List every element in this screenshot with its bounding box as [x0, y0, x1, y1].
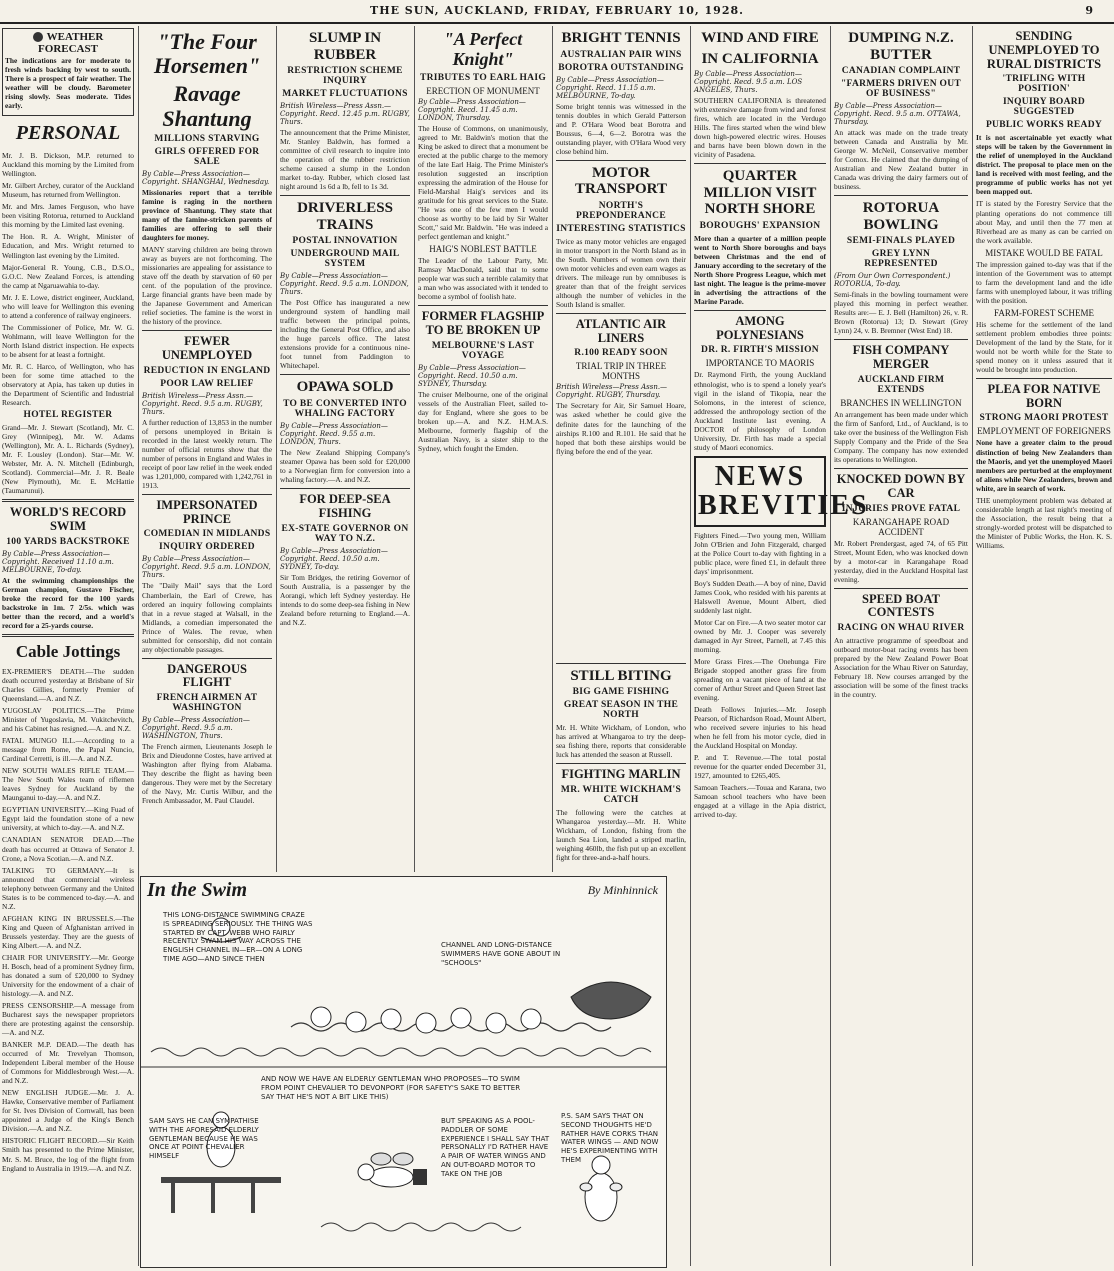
biting-text: Mr. H. White Wickham, of London, who has arrived at Whangaroa to try the deep-sea fishing there, reports that considerable luck has attended the season at Russell. — [556, 723, 686, 760]
page-number: 9 — [1085, 4, 1094, 17]
column-1 — [2, 26, 134, 1266]
cartoon-caption-3: AND NOW WE HAVE AN ELDERLY GENTLEMAN WHO PROPOSES—TO SWIM FROM POINT CHEVALIER TO DEVONPORT (FOR SAFETY'S SAKE TO BETTER SAY THAT HE'S NOT A BIT LIKE THIS) — [261, 1075, 521, 1101]
personal-item: The Hon. R. A. Wright, Minister of Education, and Mrs. Wright returned to Wellington last evening by the Limited. — [2, 232, 134, 260]
shantung-text: MANY starving children are being thrown away as buyers are not forthcoming. The missionaries are appealing for assistance to stave off the death by starvation of 60 per cent. of the population of the province. Large financial grants have been made by the Japanese Government and American relief societies. The famine is the worst in the history of the province. — [142, 244, 272, 327]
cartoon-caption-6: P.S. SAM SAYS THAT ON SECOND THOUGHTS HE'D RATHER HAVE CORKS THAN WATER WINGS — AND NOW HE'S EXPERIMENTING WITH THEM — [561, 1112, 659, 1164]
jottings-title: Cable Jottings — [15, 641, 121, 661]
cartoon-title: In the Swim — [147, 879, 248, 901]
personal-item: Mr. J. E. Lowe, district engineer, Auckland, who will leave for Wellington this evening to attend a conference of railway engineers. — [2, 292, 134, 320]
unemployed-rural-subhead: 'TRIFLING WITH POSITION' — [1002, 74, 1086, 95]
jotting-item: FATAL MUNGO ILL.—According to a message from Rome, the Papal Nuncio, Cardinal Cerretti, is ill.—A. and N.Z. — [2, 736, 134, 764]
divider — [142, 658, 272, 659]
tennis-subhead: AUSTRALIAN PAIR WINS — [560, 49, 682, 60]
sun-icon — [33, 32, 43, 42]
opawa-headline: OPAWA SOLD — [296, 379, 394, 396]
native-born-subhead-2: EMPLOYMENT OF FOREIGNERS — [977, 426, 1111, 437]
unemployed-rural-text: IT is stated by the Forestry Service that the planting operations do not commence till about May, and until then the 77 men at Riverhead are as many as can be carried on the work available. — [976, 199, 1112, 245]
polynesians-text: Dr. Raymond Firth, the young Auckland ethnologist, who is to spend a lonely year's vigil in the island of Tikopia, near the Solomons, in the interest of science, addressed the anthropology section of the Auckland Institute last evening. A DOCTOR of philosophy of London University, Dr. Firth has made a special study of Maori economics. — [694, 370, 826, 452]
divider — [834, 468, 968, 469]
divider — [2, 634, 134, 637]
unemployed-rural-text-2: The impression gained to-day was that if the intention of the Government was to attempt to farm the development land and the idle farms with unemployed labour, it was trifling with the position. — [976, 259, 1112, 305]
biting-headline: STILL BITING — [570, 667, 672, 684]
personal-item: The Commissioner of Police, Mr. W. G. Wohlmann, will leave Wellington for the North Island district inspection. He expects to be absent for at least a fortnight. — [2, 322, 134, 359]
deep-sea-subhead: EX-STATE GOVERNOR ON WAY TO N.Z. — [281, 523, 409, 544]
native-born-lead: None have a greater claim to the proud distinction of being New Zealanders than the Maoris, and yet the unemployed Maori members are perturbed at the employment of aliens while New Zealanders, brown and white, are in search of work. — [976, 438, 1112, 493]
shantung-subhead: MILLIONS STARVING — [154, 133, 260, 144]
haig-text: The House of Commons, on unanimously, agreed to Mr. Baldwin's motion that the King be asked to direct that a monument be erected at the public charge to the memory of the late Earl Haig. The Prime Minister's resolution suggested an inscription expressing the admiration of the House for Field-Marshal Haig's services and its gratitude for his great services to the State. "He was one of the few men I would choose as worthy to be laid by Sir Walter Scott," said Mr. Baldwin. "He was indeed a perfect gentleman and knight." — [418, 123, 548, 241]
marlin-subhead: MR. WHITE WICKHAM'S CATCH — [560, 785, 682, 805]
haig-dateline: By Cable—Press Association—Copyright. Recd. 11.45 a.m. LONDON, Thursday. — [418, 97, 526, 122]
haig-subhead: TRIBUTES TO EARL HAIG — [419, 72, 547, 83]
trains-subhead-2: UNDERGROUND MAIL SYSTEM — [290, 249, 400, 270]
divider — [418, 305, 548, 306]
hotel-text: Grand—Mr. J. Stewart (Scotland), Mr. C. Grey (Winnipeg), Mr. W. Adams (Wellington), Mr. A. L. Richards (Sydney), Mr. F. Lousley (London). Star—Mr. W. Webster, Mr. A. N. Mitchell (Edinburgh, Scotland). Commercial—Mr. J. R. Beale (New Plymouth), Mr. E. McHattie (Taumarunui). — [2, 423, 134, 496]
unemployed-subhead-2: POOR LAW RELIEF — [160, 378, 254, 389]
prince-subhead: COMEDIAN IN MIDLANDS — [143, 529, 271, 540]
motor-subhead-2: INTERESTING STATISTICS — [556, 223, 686, 234]
jotting-item: YUGOSLAV POLITICS.—The Prime Minister of Yugoslavia, M. Vukitchevitch, and his Cabinet has resigned.—A. and N.Z. — [2, 706, 134, 734]
brevity-item: Boy's Sudden Death.—A boy of nine, David James Cook, who resided with his parents at Halswell Avenue, Mount Albert, died suddenly last night. — [694, 578, 826, 615]
personal-list — [2, 151, 134, 407]
column-3 — [280, 26, 410, 872]
swim-text: At the swimming championships the German champion, Gustave Fischer, broke the record for the 100 yards backstroke in 1m. 7 2/5s. which was better than the record, and a world's record for a 25-yards course. — [2, 575, 134, 630]
air-subhead: R.100 READY SOON — [574, 348, 668, 359]
butter-text: An attack was made on the trade treaty between Canada and Australia by Mr. George W. McNeil, Conservative member for Comox. He claimed that the dumping of Australian and New Zealand butter in Canada was driving the dairy farmers out of business. — [834, 128, 968, 192]
haig-headline: "A Perfect Knight" — [443, 29, 523, 69]
divider — [142, 494, 272, 495]
opawa-dateline: By Cable—Press Association—Copyright. Recd. 9.55 a.m. LONDON, Thurs. — [280, 421, 388, 446]
flight-subhead: FRENCH AIRMEN AT WASHINGTON — [156, 693, 258, 714]
rubber-subhead: RESTRICTION SCHEME INQUIRY — [287, 66, 403, 86]
trains-text: The Post Office has inaugurated a new underground system of handling mail traffic between the principal points, including the General Post Office, and also the huge parcels office. The latest extensions provide for a continuous nine-foot tunnel from Paddington to Whitechapel. — [280, 298, 410, 371]
bowling-subhead-2: GREY LYNN REPRESENTED — [864, 249, 938, 270]
unemployed-rural-headline: SENDING UNEMPLOYED TO RURAL DISTRICTS — [986, 29, 1102, 71]
bowling-headline: ROTORUA BOWLING — [862, 200, 940, 233]
unemployed-text: A further reduction of 13,853 in the number of persons unemployed in Britain is recorded in the latest weekly return. The number of official returns show that the number of persons in England and Wales in receipt of poor law relief in the week ended was 1,201,000, compared with 1,242,761 in 1913. — [142, 417, 272, 490]
flagship-subhead: MELBOURNE'S LAST VOYAGE — [431, 340, 535, 361]
divider — [834, 195, 968, 196]
polynesians-subhead: DR. R. FIRTH'S MISSION — [701, 345, 819, 356]
column-rule — [552, 26, 553, 872]
motor-text: Twice as many motor vehicles are engaged in motor transport in the North Island as in the South. Numbers of women own their own motor vehicles and even earn wages as drivers. The mileage run by omnibuses is greater than that of the freight services although the number of vehicles in the South Island is smaller. — [556, 236, 686, 309]
column-rule — [276, 26, 277, 872]
brevity-item: Fighters Fined.—Two young men, William John O'Brien and John Fitzgerald, charged at the Police Court to-day with fighting in a public place, were fined £1, in default three days' imprisonment. — [694, 530, 826, 576]
brevity-item: Samoan Teachers.—Touaa and Karana, two Samoan school teachers who have been engaged at a village in the Apia district, arrived to-day. — [694, 783, 826, 820]
jotting-item: HISTORIC FLIGHT RECORD.—Sir Keith Smith has presented to the Prime Minister, Mr. S. M. Bruce, the log of the flight from England to Australia in 1919.—A. and N.Z. — [2, 1136, 134, 1173]
butter-subhead-2: "FARMERS DRIVEN OUT OF BUSINESS" — [840, 79, 962, 99]
butter-dateline: By Cable—Press Association—Copyright. Recd. 9.5 a.m. OTTAWA, Thursday. — [834, 102, 961, 126]
marlin-text: The following were the catches at Whangaroa yesterday.—Mr. H. White Wickham, of London, fishing from the launch Sea Lion, landed a striped marlin, weighing 460lb, the fish put up an excellent fight for three-and-a-half hours. — [556, 808, 686, 863]
personal-item: Major-General R. Young, C.B., D.S.O., G.O.C. New Zealand Forces, is attending the camp at Ngaruawahia to-day. — [2, 262, 134, 290]
personal-item: Mr. J. B. Dickson, M.P. returned to Auckland this morning by the Limited from Wellington. — [2, 151, 134, 179]
prince-dateline: By Cable—Press Association—Copyright. Recd. 9.5 a.m. LONDON, Thurs. — [142, 555, 271, 580]
butter-subhead: CANADIAN COMPLAINT — [841, 66, 961, 76]
column-rule — [414, 26, 415, 872]
native-born-subhead: STRONG MAORI PROTEST — [979, 413, 1109, 424]
motor-headline: MOTOR TRANSPORT — [575, 164, 667, 198]
rubber-headline: SLUMP IN RUBBER — [308, 30, 382, 63]
tennis-subhead-2: BOROTRA OUTSTANDING — [558, 62, 684, 73]
prince-subhead-2: INQUIRY ORDERED — [159, 542, 255, 553]
brevity-item: P. and T. Revenue.—The total postal revenue for the quarter ended December 31, 1927, amounted to £265,405. — [694, 753, 826, 781]
car-text: Mr. Robert Prendergast, aged 74, of 65 Pitt Street, Mount Eden, who was knocked down by a motor-car in Karangahape Road yesterday, died in the Auckland Hospital last evening. — [834, 538, 968, 584]
jottings-list — [2, 667, 134, 1173]
tennis-dateline: By Cable—Press Association—Copyright. Recd. 11.15 a.m. MELBOURNE, To-day. — [556, 75, 664, 100]
jotting-item: NEW SOUTH WALES RIFLE TEAM.—The New South Wales team of riflemen leaves Sydney for Auckland by the Maunganui to-day.—A. and N.Z. — [2, 766, 134, 803]
shantung-headline: "The Four Horsemen" — [153, 29, 261, 79]
tennis-headline: BRIGHT TENNIS — [561, 30, 681, 46]
brevities-list — [694, 531, 826, 820]
wind-headline-2: IN CALIFORNIA — [701, 50, 819, 67]
marlin-headline: FIGHTING MARLIN — [561, 767, 681, 782]
unemployed-subhead: REDUCTION IN ENGLAND — [143, 365, 271, 376]
divider — [694, 163, 826, 164]
divider — [2, 499, 134, 502]
news-brevities-title: NEWS BREVITIES — [694, 456, 826, 527]
column-rule — [690, 26, 691, 1266]
jotting-item: EX-PREMIER'S DEATH.—The sudden death occurred yesterday at Brisbane of Sir Charles Gillies, formerly Premier of Queensland.—A. and N.Z. — [2, 666, 134, 704]
column-8 — [976, 26, 1112, 1266]
cartoon-byline: By Minhinnick — [587, 883, 658, 897]
wind-headline: WIND AND FIRE — [701, 30, 819, 46]
hotel-title: HOTEL REGISTER — [23, 410, 113, 420]
trains-headline: DRIVERLESS TRAINS — [297, 200, 393, 233]
farm-forest-subhead: FARM-FOREST SCHEME — [994, 307, 1094, 318]
jotting-item: PRESS CENSORSHIP.—A message from Bucharest says the newspaper proprietors there are protesting against the censorship.—A. and N.Z. — [2, 1001, 134, 1038]
divider — [280, 374, 410, 375]
masthead — [0, 0, 1114, 24]
divider — [834, 588, 968, 589]
divider — [834, 339, 968, 340]
personal-item: Mr. Gilbert Archey, curator of the Auckland Museum, has returned from Wellington. — [2, 181, 134, 200]
trains-subhead: POSTAL INNOVATION — [292, 236, 398, 247]
fish-company-text: An arrangement has been made under which the firm of Sanford, Ltd., of Auckland, is to take over the business of the Wellington Fish Supply Company and the Pride of the Sea Company. The company has now extended its operations to Wellington. — [834, 409, 968, 465]
wind-text: SOUTHERN CALIFORNIA is threatened with extensive damage from wind and forest fires, which are located in the Verdugo Hills. The fires started when the wind blew down high-powered electric wires. Houses and barns have been blown down in the vicinity of Pasadena. — [694, 96, 826, 160]
tennis-text: Some bright tennis was witnessed in the tennis doubles in which Gerald Patterson and P. O'Hara Wood beat Borotra and Boussus, 6—4, 6—2. Borotra was the outstanding player, with O'Hara Wood very close behind him. — [556, 101, 686, 156]
shantung-lead: Missionaries report that a terrible famine is raging in the northern province of Shantung. They state that many of the famine-stricken parents of families are offering to sell their daughters for money. — [142, 187, 272, 242]
divider — [280, 195, 410, 196]
column-rule — [972, 26, 973, 1266]
bowling-subhead: SEMI-FINALS PLAYED — [846, 236, 956, 247]
jotting-item: CHAIR FOR UNIVERSITY.—Mr. George H. Bosch, head of a prominent Sydney firm, has donated a sum of £20,000 to Sydney University for the endowment of a chair of histology.—A. and N.Z. — [2, 952, 134, 998]
prince-text: The "Daily Mail" says that the Lord Chamberlain, the Earl of Crewe, has ordered an inquiry following complaints that in a revue staged at Walsall, in the Midlands, a comedian impersonated the Prince of Wales. The revue, when submitted for censorship, did not contain any objectionable passages. — [142, 581, 272, 654]
flight-dateline: By Cable—Press Association—Copyright. Recd. 9.5 a.m. WASHINGTON, Thurs. — [142, 716, 250, 741]
prince-headline: IMPERSONATED PRINCE — [156, 497, 258, 526]
air-subhead-2: TRIAL TRIP IN THREE MONTHS — [575, 361, 667, 382]
biting-subhead-2: GREAT SEASON IN THE NORTH — [563, 700, 679, 721]
divider — [556, 663, 686, 664]
shantung-subhead-2: GIRLS OFFERED FOR SALE — [154, 146, 260, 167]
divider — [694, 310, 826, 311]
brevity-item: Death Follows Injuries.—Mr. Joseph Pearson, of Richardson Road, Mount Albert, who received severe injuries to his head when he fell from his motor cycle, died in the Auckland Hospital on Monday. — [694, 705, 826, 751]
quarter-million-headline: QUARTER MILLION VISIT NORTH SHORE — [703, 168, 817, 218]
native-born-text: THE unemployment problem was debated at considerable length at last night's meeting of the Association, the result being that a strongly-worded protest will be dispatched to the Minister of Public Works, the Hon. K. S. Williams. — [976, 495, 1112, 550]
unemployed-headline: FEWER UNEMPLOYED — [161, 334, 253, 362]
butter-headline: DUMPING N.Z. BUTTER — [848, 30, 954, 63]
car-subhead: INJURIES PROVE FATAL — [841, 503, 961, 514]
column-2 — [142, 26, 272, 872]
deep-sea-text: Sir Tom Bridges, the retiring Governor of South Australia, is a passenger by the Aorangi, which left Sydney yesterday. He intends to do some deep-sea fishing in New Zealand before returning to England.—A. and N.Z. — [280, 572, 410, 627]
opawa-text: The New Zealand Shipping Company's steamer Opawa has been sold for £20,000 to a Norwegian firm for conversion into a whaling factory.—A. and N.Z. — [280, 447, 410, 485]
bowling-dateline: (From Our Own Correspondent.) ROTORUA, To-day. — [834, 272, 951, 289]
fish-company-subhead-2: BRANCHES IN WELLINGTON — [840, 397, 962, 408]
divider — [280, 488, 410, 489]
brevity-item: More Grass Fires.—The Onehunga Fire Brigade stopped another grass fire from spreading on a vacant piece of land at the corner of Arthur Street and Queen Street last evening. — [694, 656, 826, 703]
quarter-million-text: More than a quarter of a million people went to North Shore boroughs and bays between Christmas and the end of January according to the secretary of the North Shore Progress League, which met last night. The league is the prime-mover in advertising the attractions of the Marine Parade. — [694, 233, 826, 306]
flight-headline: DANGEROUS FLIGHT — [167, 661, 247, 690]
personal-title: PERSONAL — [15, 122, 121, 145]
air-dateline: British Wireless—Press Assn.—Copyright. RUGBY, Thursday. — [556, 383, 668, 400]
cartoon-in-the-swim — [140, 876, 667, 1268]
native-born-headline: PLEA FOR NATIVE BORN — [987, 381, 1101, 410]
flight-text: The French airmen, Lieutenants Joseph le Brix and Dieudonne Costes, have arrived at Washington after flying from Alabama. They describe the flight as having been dangerous. They were met by the Secretary of the Navy, Mr. Curtis Wilbur, and the French Ambassador, M. Paul Claudel. — [142, 742, 272, 806]
haig-text-2: The Leader of the Labour Party, Mr. Ramsay MacDonald, said that to some people war was such a terrible calamity that a man who was associated with it tended to become a symbol of foolish hate. — [418, 256, 548, 302]
speed-boat-text: An attractive programme of speedboat and outboard motor-boat racing events has been prepared by the New Zealand Power Boat Association for the Whau River on Saturday, February 18. New courses arranged by the association will be some of the finest tracks in the country. — [834, 636, 968, 700]
wind-dateline: By Cable—Press Association—Copyright. Recd. 9.5 a.m. LOS ANGELES, Thurs. — [694, 70, 803, 94]
weather-title: WEATHER FORECAST — [5, 31, 131, 55]
column-6 — [694, 26, 869, 1266]
jotting-item: NEW ENGLISH JUDGE.—Mr. J. A. Hawke, Conservative member of Parliament for St. Ives Division of Cornwall, has been appointed a Judge of the King's Bench Division.—A. and N.Z. — [2, 1088, 134, 1134]
jotting-item: CANADIAN SENATOR DEAD.—The death has occurred at Ottawa of Senator J. Crone, a Nova Scotian.—A. and N.Z. — [2, 835, 134, 863]
bowling-text: Semi-finals in the bowling tournament were played this morning in perfect weather. Results are:— E. J. Bell (Hamilton) 26, v. R. Brown (Rotorua) 13; D. Stewart (Grey Lynn) 24, v. B. Bremner (West End) 18. — [834, 290, 968, 336]
divider — [556, 313, 686, 314]
swim-dateline: By Cable—Press Association—Copyright. Received 11.10 a.m. MELBOURNE, To-day. — [2, 549, 114, 574]
deep-sea-dateline: By Cable—Press Association—Copyright. Recd. 10.50 a.m. SYDNEY, To-day. — [280, 546, 388, 571]
cartoon-caption-2: CHANNEL AND LONG-DISTANCE SWIMMERS HAVE GONE ABOUT IN "SCHOOLS" — [441, 941, 561, 967]
polynesians-headline: AMONG POLYNESIANS — [716, 313, 804, 342]
speed-boat-headline: SPEED BOAT CONTESTS — [862, 591, 940, 620]
jotting-item: AFGHAN KING IN BRUSSELS.—The King and Queen of Afghanistan arrived in Brussels yesterday. They are the guests of King Albert.—A. and N.Z. — [2, 913, 134, 950]
unemployed-rural-subhead-2: INQUIRY BOARD SUGGESTED — [1002, 97, 1086, 118]
flagship-dateline: By Cable—Press Association—Copyright. Recd. 10.50 a.m. SYDNEY, Thursday. — [418, 363, 526, 388]
rubber-text: The announcement that the Prime Minister, Mr. Stanley Baldwin, has formed a committee of civil research to inquire into the operation of the rubber restriction scheme caused a slump in the London market to-day. Rubber, which closed last night around 1s 6d a lb, fell to 1s 3d. — [280, 128, 410, 192]
car-subhead-2: KARANGAHAPE ROAD ACCIDENT — [852, 516, 950, 537]
column-4 — [418, 26, 548, 872]
personal-item: Mr. and Mrs. James Ferguson, who have been visiting Rotorua, returned to Auckland this morning by the Limited last evening. — [2, 202, 134, 230]
jotting-item: TALKING TO GERMANY.—It is announced that commercial wireless telephony between Germany and the United States is to be commenced to-day.—A. and N.Z. — [2, 865, 134, 911]
flagship-headline: FORMER FLAGSHIP TO BE BROKEN UP — [421, 309, 545, 337]
column-rule — [138, 26, 139, 1266]
unemployed-rural-lead: It is not ascertainable yet exactly what steps will be taken by the Government in the relief of unemployed in the Auckland district. The proposal to place men on the land is received with most feeling, and the programme of public works has not yet been mapped out. — [976, 133, 1112, 197]
speed-boat-subhead: RACING ON WHAU RIVER — [837, 623, 965, 634]
column-7 — [834, 26, 968, 1266]
trains-dateline: By Cable—Press Association—Copyright. Recd. 9.5 a.m. LONDON, Thurs. — [280, 272, 409, 297]
haig-subhead-2: ERECTION OF MONUMENT — [426, 85, 540, 96]
divider — [556, 160, 686, 161]
unemployed-rural-subhead-3: PUBLIC WORKS READY — [985, 120, 1103, 131]
fish-company-headline: FISH COMPANY MERGER — [852, 343, 950, 372]
polynesians-subhead-2: IMPORTANCE TO MAORIS — [705, 358, 815, 369]
farm-forest-text: His scheme for the settlement of the land settlement problem embodies three points: Development of the land by the State, for it would not be worth while for the State to spend money on it unless assured that it would be brought into production. — [976, 319, 1112, 374]
fatal-mistake-subhead: MISTAKE WOULD BE FATAL — [985, 247, 1103, 258]
jotting-item: EGYPTIAN UNIVERSITY.—King Fuad of Egypt laid the foundation stone of a new university, at which to-day.—A. and N.Z. — [2, 805, 134, 833]
shantung-headline-2: Ravage Shantung — [162, 81, 252, 131]
shantung-dateline: By Cable—Press Association—Copyright. SHANGHAI, Wednesday. — [142, 169, 270, 186]
haig-subhead-3: HAIG'S NOBLEST BATTLE — [429, 244, 537, 254]
opawa-subhead: TO BE CONVERTED INTO WHALING FACTORY — [283, 398, 407, 419]
brevity-item: Motor Car on Fire.—A two seater motor car owned by Mr. J. Cooper was severely damaged in Ayr Street, Parnell, at 7.45 this morning. — [694, 617, 826, 654]
rubber-dateline: British Wireless—Press Assn.—Copyright. Recd. 12.45 p.m. RUGBY, Thurs. — [280, 102, 410, 126]
air-text: The Secretary for Air, Sir Samuel Hoare, was asked whether he could give the definite dates for the launching of the airships R.100 and R.101. He said that he hoped that both these airships would be flying before the end of the year. — [556, 401, 686, 456]
deep-sea-headline: FOR DEEP-SEA FISHING — [299, 492, 391, 520]
quarter-million-subhead: BOROUGHS' EXPANSION — [699, 220, 821, 231]
divider — [142, 330, 272, 331]
cartoon-caption-4: SAM SAYS HE CAN SYMPATHISE WITH THE AFORESAID ELDERLY GENTLEMAN BECAUSE HE WAS ONCE AT POINT CHEVALIER HIMSELF — [149, 1117, 259, 1160]
divider — [556, 763, 686, 764]
fish-company-subhead: AUCKLAND FIRM EXTENDS — [857, 374, 945, 395]
cartoon-caption-5: BUT SPEAKING AS A POOL-PADDLER OF SOME EXPERIENCE I SHALL SAY THAT PERSONALLY I'D RATHER HAVE A PAIR OF WATER WINGS AND AN OUT-BOARD MOTOR TO TAKE ON THE JOB — [441, 1117, 550, 1178]
jotting-item: BANKER M.P. DEAD.—The death has occurred of Mr. Trevelyan Thomson, Independent Liberal member of the House of Commons for Middlesbrough West.—A. and N.Z. — [2, 1040, 134, 1086]
unemployed-dateline: British Wireless—Press Assn.—Copyright. Recd. 9.5 a.m. RUGBY, Thurs. — [142, 391, 263, 416]
column-rule — [830, 26, 831, 1266]
masthead-title: THE SUN, AUCKLAND, FRIDAY, FEBRUARY 10, 1928. — [370, 4, 744, 17]
swim-subhead: 100 YARDS BACKSTROKE — [6, 536, 130, 547]
personal-item: Mr. R. C. Harco, of Wellington, who has been for some time attached to the observatory at Apia, has taken up duties in the Department of Scientific and Industrial Research. — [2, 361, 134, 407]
motor-subhead: NORTH'S PREPONDERANCE — [576, 200, 666, 221]
cartoon-caption-1: THIS LONG-DISTANCE SWIMMING CRAZE IS SPREADING SERIOUSLY. THE THING WAS STARTED BY CAPT. WEBB WHO FAIRLY RECENTLY SWAM HIS WAY ACROSS THE ENGLISH CHANNEL IN—ER—ON A LONG TIME AGO—AND SINCE THEN — [163, 911, 313, 963]
biting-subhead: BIG GAME FISHING — [572, 687, 670, 698]
divider — [976, 378, 1112, 379]
rubber-subhead-2: MARKET FLUCTUATIONS — [282, 89, 408, 99]
flagship-text: The cruiser Melbourne, one of the original vessels of the Australian Fleet, sailed to-day for England, where she goes to be broken up.—A. and N.Z. H.M.A.S. Melbourne, formerly flagship of the Australian Navy, is a sister ship to the Sydney, which fought the Emden. — [418, 389, 548, 453]
weather-box — [2, 28, 134, 116]
weather-text: The indications are for moderate to fresh winds backing by west to south. There is a prospect of fair weather. The weather will be cloudy. Barometer rising slowly. Seas moderate. Tides early. — [5, 56, 131, 111]
car-headline: KNOCKED DOWN BY CAR — [836, 472, 966, 500]
swim-headline: WORLD'S RECORD SWIM — [9, 505, 127, 533]
air-headline: ATLANTIC AIR LINERS — [575, 316, 667, 345]
